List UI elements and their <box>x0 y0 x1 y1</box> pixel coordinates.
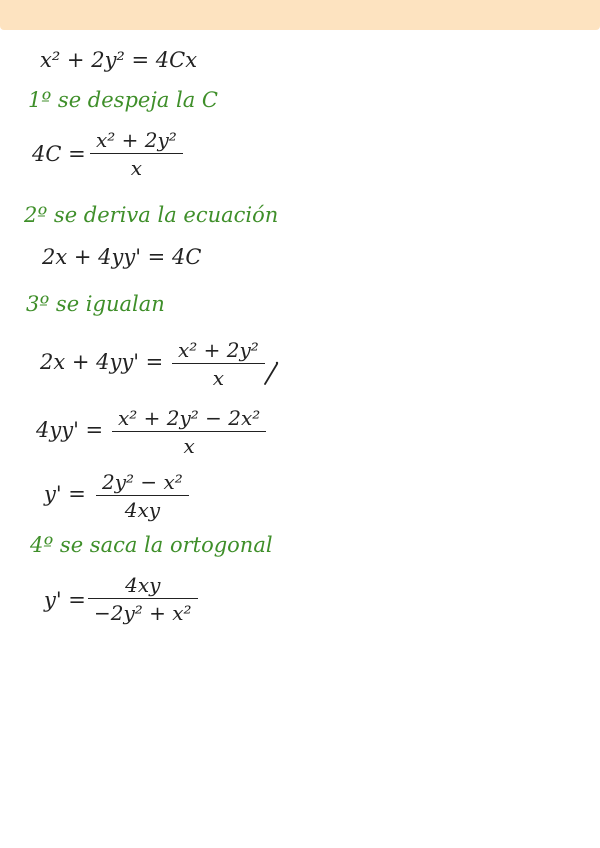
step1-lhs: 4C = <box>32 142 86 166</box>
step3-eq2-fraction <box>112 408 266 457</box>
step3-eq2-lhs: 4yy' = <box>36 418 104 442</box>
step1-numerator: x² + 2y² <box>96 128 177 152</box>
step3-eq2-denominator: x <box>183 434 195 458</box>
step3-eq1-denominator: x <box>212 366 225 390</box>
header-band <box>0 0 600 30</box>
step1-fraction <box>90 130 183 179</box>
step3-eq1-numerator: x² + 2y² <box>178 338 259 362</box>
step4-lhs: y' = <box>44 588 86 612</box>
step1-denominator: x <box>130 156 143 180</box>
original-equation: x² + 2y² = 4Cx <box>40 48 198 72</box>
step3-eq1-lhs: 2x + 4yy' = <box>40 350 164 374</box>
step4-denominator: −2y² + x² <box>94 601 192 625</box>
step4-fraction <box>88 575 198 624</box>
step4-numerator: 4xy <box>125 573 161 597</box>
step1-label: 1º se despeja la C <box>28 88 218 112</box>
step2-label: 2º se deriva la ecuación <box>24 203 279 227</box>
step3-eq3-denominator: 4xy <box>124 498 161 522</box>
checkmark-icon <box>262 360 282 388</box>
step3-eq3-fraction <box>96 472 189 521</box>
step3-eq2-numerator: x² + 2y² − 2x² <box>118 406 261 430</box>
step3-eq3-lhs: y' = <box>44 482 86 506</box>
step3-eq1-fraction <box>172 340 265 389</box>
step3-label: 3º se igualan <box>26 292 165 316</box>
step3-eq3-numerator: 2y² − x² <box>102 470 183 494</box>
step4-label: 4º se saca la ortogonal <box>30 533 273 557</box>
step2-equation: 2x + 4yy' = 4C <box>42 245 202 269</box>
